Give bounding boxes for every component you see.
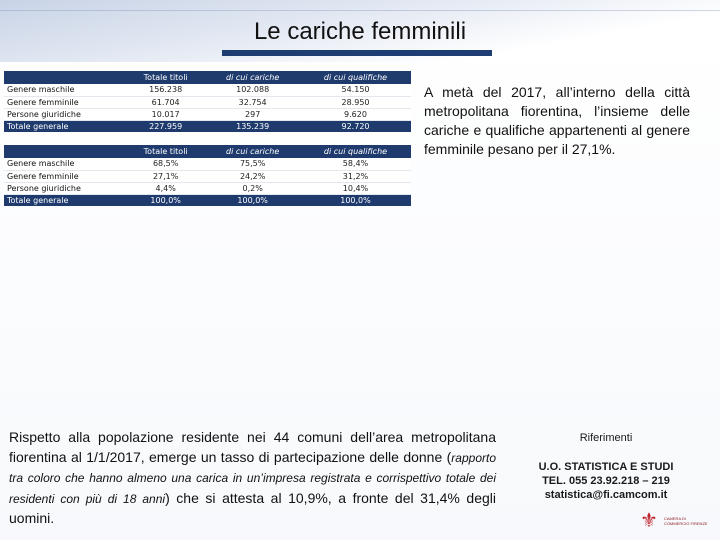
row-label: Genere femminile — [4, 170, 126, 182]
cell-value: 58,4% — [300, 158, 411, 170]
absolute-values-table — [4, 71, 411, 132]
summary-paragraph: A metà del 2017, all’interno della città metropolitana fiorentina, l’insieme delle cariche e qualifiche appartenenti al genere femminile pesano per il 27,1%. — [424, 84, 690, 157]
cell-value: 102.088 — [205, 84, 300, 96]
column-header: di cui qualifiche — [300, 145, 411, 158]
cell-value: 0,2% — [205, 182, 300, 194]
table-header-row — [4, 145, 411, 158]
paragraph-note: rapporto tra coloro che hanno almeno una carica in un’impresa registrata e corrispettivo totale dei residenti con più di 18 anni — [9, 450, 496, 506]
office-name: U.O. STATISTICA E STUDI — [538, 461, 674, 473]
cell-value: 135.239 — [205, 120, 300, 132]
row-label: Genere maschile — [4, 84, 126, 96]
table-row — [4, 96, 411, 108]
cell-value: 75,5% — [205, 158, 300, 170]
references-block — [514, 460, 698, 502]
row-label: Totale generale — [4, 120, 126, 132]
cell-value: 9.620 — [300, 108, 411, 120]
cell-value: 28.950 — [300, 96, 411, 108]
percent-values-table — [4, 145, 411, 206]
chamber-logo — [636, 506, 712, 536]
table-row — [4, 108, 411, 120]
table-total-row — [4, 120, 411, 132]
row-label: Genere femminile — [4, 96, 126, 108]
cell-value: 227.959 — [126, 120, 205, 132]
email-address[interactable]: statistica@fi.camcom.it — [544, 489, 668, 501]
column-header: di cui cariche — [205, 71, 300, 84]
row-label: Persone giuridiche — [4, 182, 126, 194]
title-underline — [222, 50, 492, 56]
cell-value: 156.238 — [126, 84, 205, 96]
references-title: Riferimenti — [579, 432, 633, 444]
row-label: Persone giuridiche — [4, 108, 126, 120]
cell-value: 4,4% — [126, 182, 205, 194]
florence-lily-icon: ⚜ — [640, 510, 658, 532]
cell-value: 10.017 — [126, 108, 205, 120]
column-header — [4, 145, 126, 158]
table-row — [4, 170, 411, 182]
page-title: Le cariche femminili — [253, 18, 467, 45]
table-total-row — [4, 194, 411, 206]
row-label: Genere maschile — [4, 158, 126, 170]
cell-value: 100,0% — [126, 194, 205, 206]
paragraph-text: Rispetto alla popolazione residente nei 44 comuni dell’area metropolitana fiorentina al 1/1/2017, emerge un tasso di partecipazione delle donne ( — [9, 429, 496, 465]
table-row — [4, 158, 411, 170]
cell-value: 92.720 — [300, 120, 411, 132]
table-row — [4, 84, 411, 96]
cell-value: 61.704 — [126, 96, 205, 108]
column-header: Totale titoli — [126, 71, 205, 84]
phone-number: TEL. 055 23.92.218 – 219 — [542, 475, 670, 487]
cell-value: 68,5% — [126, 158, 205, 170]
row-label: Totale generale — [4, 194, 126, 206]
cell-value: 31,2% — [300, 170, 411, 182]
cell-value: 297 — [205, 108, 300, 120]
column-header — [4, 71, 126, 84]
cell-value: 24,2% — [205, 170, 300, 182]
cell-value: 100,0% — [205, 194, 300, 206]
cell-value: 54.150 — [300, 84, 411, 96]
table-header-row — [4, 71, 411, 84]
column-header: di cui cariche — [205, 145, 300, 158]
column-header: di cui qualifiche — [300, 71, 411, 84]
cell-value: 10,4% — [300, 182, 411, 194]
column-header: Totale titoli — [126, 145, 205, 158]
cell-value: 100,0% — [300, 194, 411, 206]
paragraph-text: ) che si attesta al 10,9%, a fronte del 31,4% degli uomini. — [9, 489, 496, 526]
cell-value: 32.754 — [205, 96, 300, 108]
cell-value: 27,1% — [126, 170, 205, 182]
participation-paragraph — [9, 428, 496, 529]
logo-text: CAMERA DI COMMERCIO FIRENZE — [664, 516, 708, 526]
table-row — [4, 182, 411, 194]
